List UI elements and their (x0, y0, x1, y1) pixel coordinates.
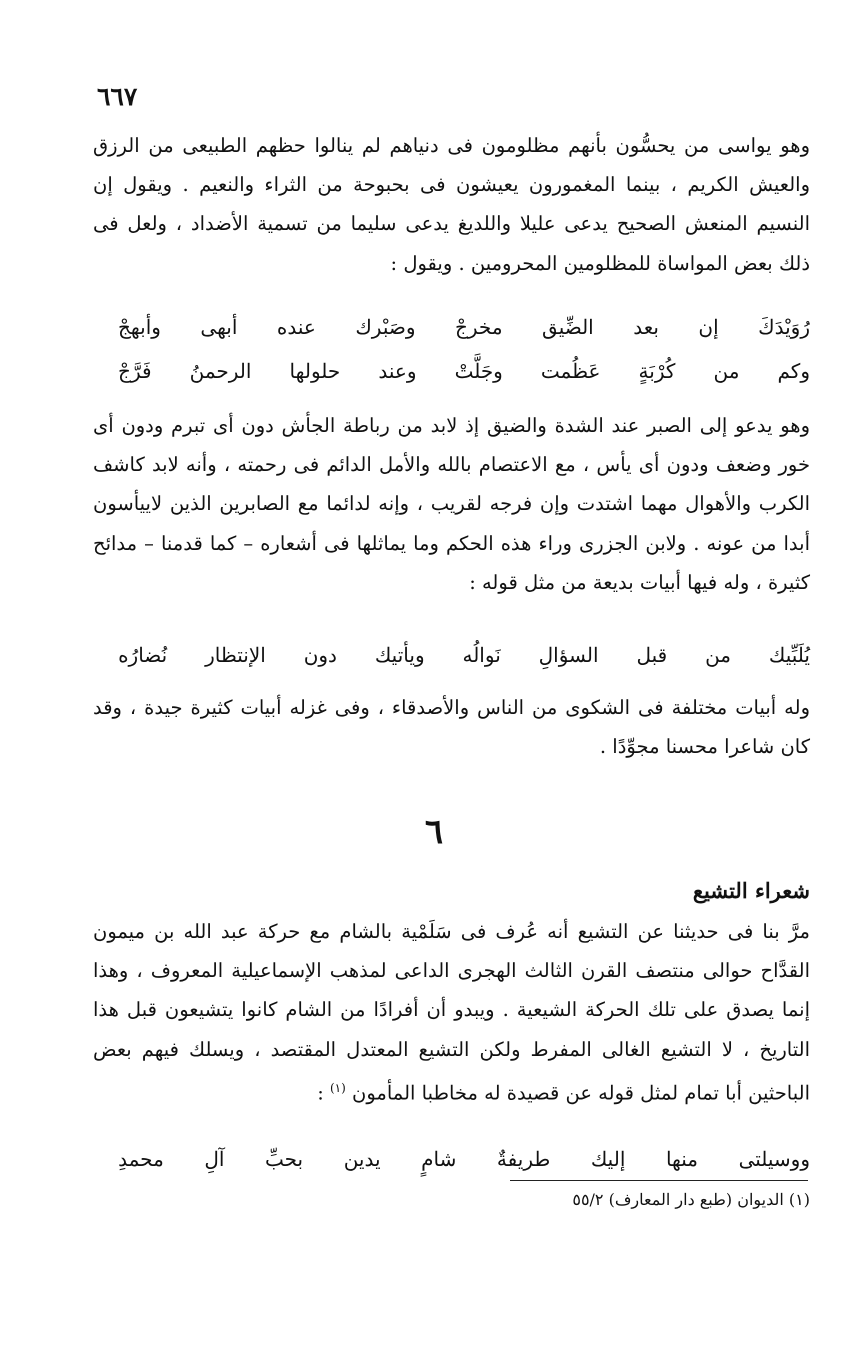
paragraph-2: وهو يدعو إلى الصبر عند الشدة والضيق إذ لابد من رباطة الجأش دون أى تبرم ودون أى خور وضعف ودون أى يأس ، مع الاعتصام بالله والأمل الدائم فى رحمته ، وأنه لابد كاشف الكرب والأهوال مهما اشتدت وإن فرجه لقريب ، وإنه لدائما مع الصابرين الذين لاييأسون أبدا من عونه . ولابن الجزرى وراء هذه الحكم وما يماثلها فى أشعاره – كما قدمنا – مدائح كثيرة ، وله فيها أبيات بديعة من مثل قوله : (93, 414, 810, 594)
verse-word: ويأتيك (374, 643, 425, 667)
verse-word: رُوَيْدَكَ (758, 315, 810, 339)
verse-word: مخرجْ (454, 315, 503, 339)
verse-word: بحبِّ (265, 1147, 304, 1171)
footnote-divider (510, 1180, 808, 1181)
verse-word: فَرَّجْ (118, 359, 152, 383)
verse-word: آلِ (204, 1147, 225, 1171)
verse-word: السؤالِ (538, 643, 599, 667)
verse-word: يُلَبِّيك (768, 643, 810, 667)
paragraph-4 (93, 912, 810, 1113)
verse-word: من (713, 359, 740, 383)
verse-word: حلولها (289, 359, 341, 383)
verse-line (118, 353, 810, 389)
verse-word: ووسيلتى (738, 1147, 810, 1171)
verse-word: دون (303, 643, 337, 667)
verse-word: وجَلَّتْ (454, 359, 503, 383)
verse-word: إن (698, 315, 719, 339)
verse-word: كُرْبَةٍ (638, 359, 676, 383)
verse-word: الإنتظار (205, 643, 266, 667)
verse-line (118, 309, 810, 345)
section-title: شعراء التشيع (692, 878, 810, 903)
paragraph-1: وهو يواسى من يحسُّون بأنهم مظلومون فى دنياهم لم ينالوا حظهم الطبيعى من الرزق والعيش الكريم ، بينما المغمورون يعيشون فى بحبوحة من الثراء والنعيم . ويقول إن النسيم المنعش الصحيح يدعى عليلا واللديغ يدعى سليما من تسمية الأضداد ، ولعل فى ذلك بعض المواساة للمظلومين المحرومين . ويقول : (93, 134, 810, 275)
section-number: ٦ (424, 812, 444, 852)
verse-word: عَظُمت (540, 359, 601, 383)
paragraph-4-colon: : (317, 1081, 330, 1105)
page-number: ٦٦٧ (97, 82, 138, 111)
paragraph-4-text: مرَّ بنا فى حديثنا عن التشيع أنه عُرف فى سَلَمْية بالشام مع حركة عبد الله بن ميمون القدَّاح حوالى منتصف القرن الثالث الهجرى الداعى لمذهب الإسماعيلية المعروف ، وهذا إنما يصدق على تلك الحركة الشيعية . ويبدو أن أفرادًا من الشام كانوا يتشيعون قبل هذا التاريخ ، لا التشيع الغالى المفرط ولكن التشيع المعتدل المقتصد ، ويسلك فيهم بعض الباحثين أبا تمام لمثل قوله عن قصيدة له مخاطبا المأمون (93, 920, 810, 1105)
footnote: (١) الديوان (طبع دار المعارف) ٥٥/٢ (572, 1190, 810, 1209)
verse-word: من (705, 643, 731, 667)
verse-word: يدين (343, 1147, 381, 1171)
verse-word: أبهى (200, 315, 238, 339)
verse-word: نَوالُه (462, 643, 501, 667)
verse-word: وعند (378, 359, 417, 383)
verse-word: الضِّيق (542, 315, 594, 339)
verse-word: طريفةٌ (496, 1147, 551, 1171)
verse-word: وأبهجْ (118, 315, 161, 339)
footnote-marker: (١) (329, 1080, 346, 1095)
verse-word: عنده (276, 315, 316, 339)
verse-word: شامٍ (421, 1147, 457, 1171)
verse-word: نُضارُه (118, 643, 168, 667)
verse-word: إليك (590, 1147, 626, 1171)
verse-word: قبل (636, 643, 668, 667)
verse-line (118, 1141, 810, 1177)
verse-word: منها (665, 1147, 698, 1171)
verse-word: وصَبْرك (355, 315, 416, 339)
verse-word: الرحمنُ (189, 359, 252, 383)
verse-line (118, 637, 810, 673)
verse-word: بعد (633, 315, 659, 339)
verse-word: محمدِ (118, 1147, 164, 1171)
verse-word: وكم (777, 359, 810, 383)
paragraph-3: وله أبيات مختلفة فى الشكوى من الناس والأصدقاء ، وفى غزله أبيات كثيرة جيدة ، وقد كان شاعرا محسنا مجوِّدًا . (93, 696, 810, 759)
